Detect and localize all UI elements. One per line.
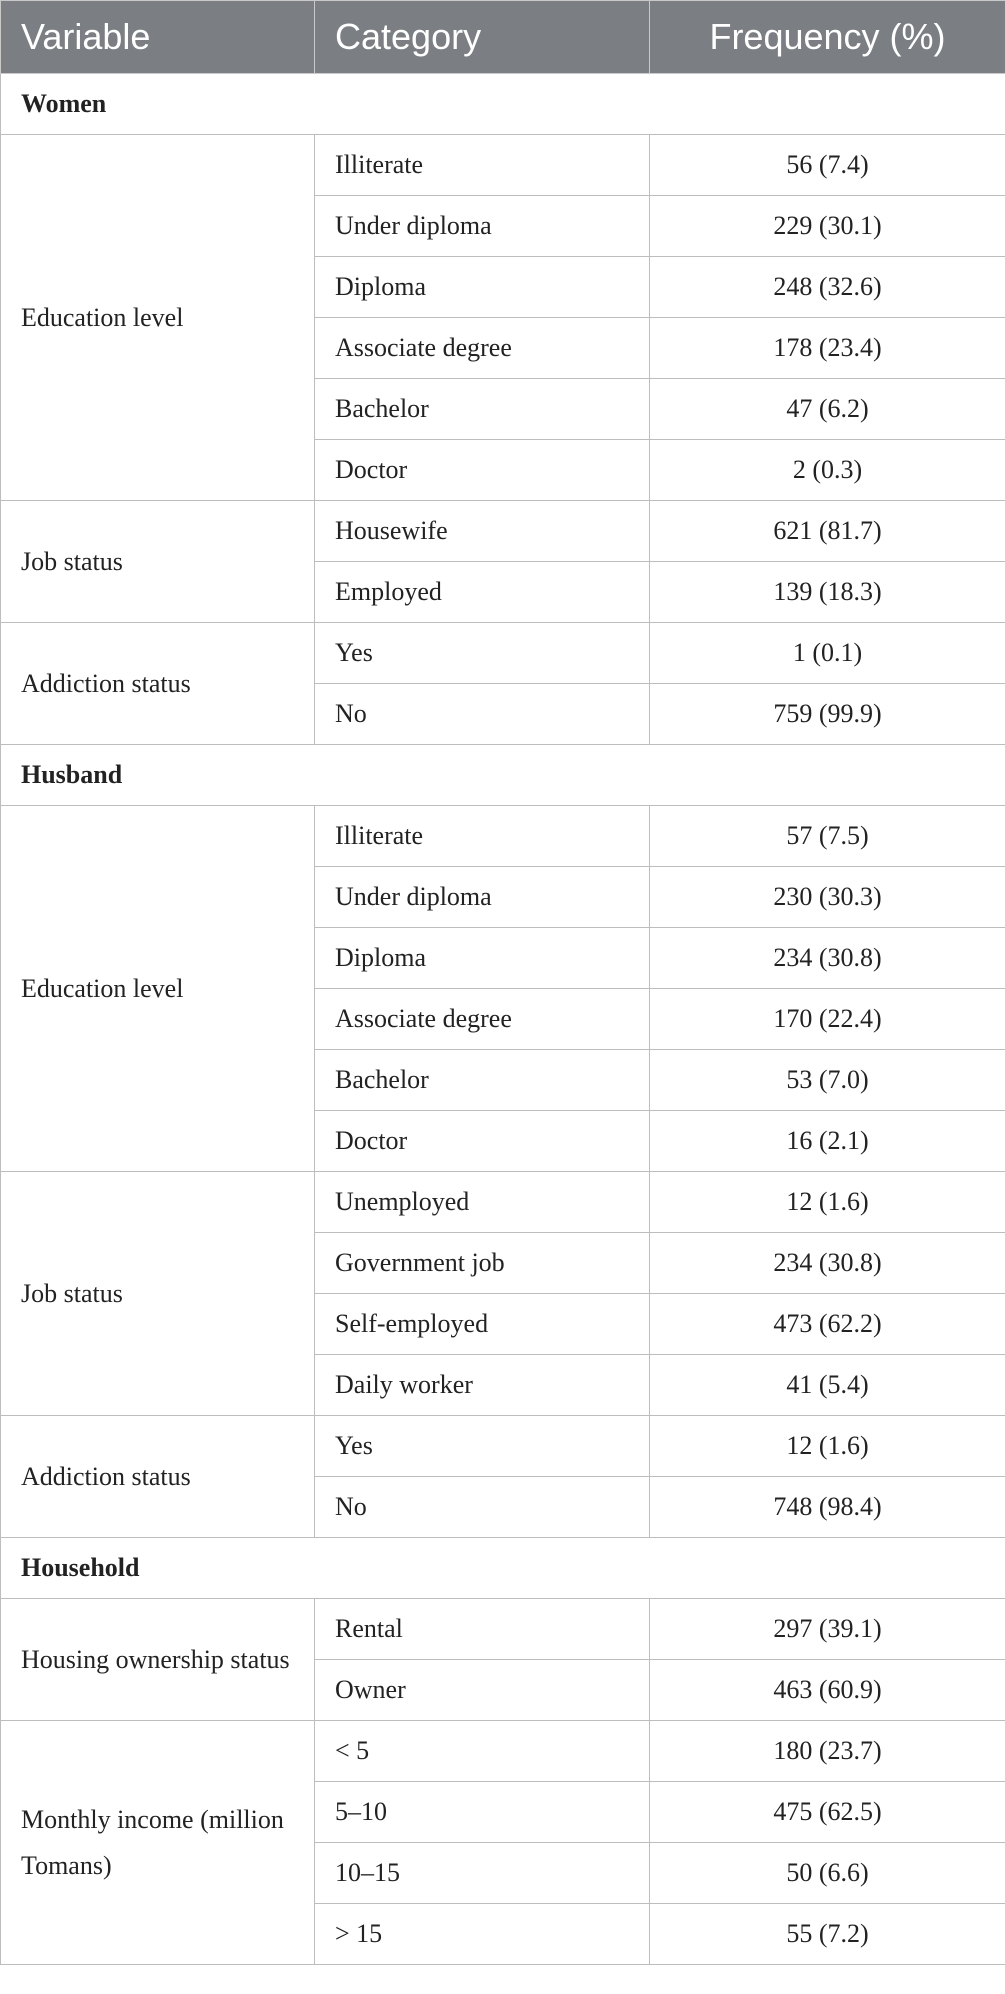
variable-cell: Education level: [1, 135, 315, 501]
category-cell: Unemployed: [315, 1172, 650, 1233]
frequency-cell: 230 (30.3): [650, 867, 1005, 928]
variable-cell: Housing ownership status: [1, 1599, 315, 1721]
category-cell: Doctor: [315, 440, 650, 501]
frequency-cell: 621 (81.7): [650, 501, 1005, 562]
frequency-cell: 170 (22.4): [650, 989, 1005, 1050]
header-category: Category: [315, 1, 650, 74]
variable-cell: Monthly income (million Tomans): [1, 1721, 315, 1965]
category-cell: Bachelor: [315, 1050, 650, 1111]
variable-cell: Education level: [1, 806, 315, 1172]
category-cell: Associate degree: [315, 989, 650, 1050]
category-cell: Associate degree: [315, 318, 650, 379]
section-row: [1, 74, 1005, 135]
table-row: [1, 1599, 1005, 1660]
table-row: [1, 1721, 1005, 1782]
category-cell: Rental: [315, 1599, 650, 1660]
frequency-cell: 178 (23.4): [650, 318, 1005, 379]
category-cell: No: [315, 684, 650, 745]
category-cell: Under diploma: [315, 867, 650, 928]
table-row: [1, 1172, 1005, 1233]
frequency-cell: 234 (30.8): [650, 1233, 1005, 1294]
frequency-cell: 41 (5.4): [650, 1355, 1005, 1416]
variable-cell: Job status: [1, 1172, 315, 1416]
category-cell: Owner: [315, 1660, 650, 1721]
header-row: [1, 1, 1005, 74]
frequency-cell: 53 (7.0): [650, 1050, 1005, 1111]
variable-cell: Addiction status: [1, 1416, 315, 1538]
frequency-cell: 16 (2.1): [650, 1111, 1005, 1172]
table-body: [1, 74, 1005, 1965]
frequency-cell: 139 (18.3): [650, 562, 1005, 623]
section-title: Household: [1, 1538, 1005, 1599]
category-cell: Government job: [315, 1233, 650, 1294]
category-cell: Yes: [315, 623, 650, 684]
frequency-cell: 55 (7.2): [650, 1904, 1005, 1965]
section-title: Husband: [1, 745, 1005, 806]
variable-cell: Addiction status: [1, 623, 315, 745]
frequency-cell: 297 (39.1): [650, 1599, 1005, 1660]
section-row: [1, 1538, 1005, 1599]
category-cell: > 15: [315, 1904, 650, 1965]
category-cell: Diploma: [315, 257, 650, 318]
category-cell: Yes: [315, 1416, 650, 1477]
table-row: [1, 623, 1005, 684]
frequency-cell: 234 (30.8): [650, 928, 1005, 989]
section-title: Women: [1, 74, 1005, 135]
category-cell: 10–15: [315, 1843, 650, 1904]
frequency-cell: 248 (32.6): [650, 257, 1005, 318]
variable-cell: Job status: [1, 501, 315, 623]
frequency-cell: 229 (30.1): [650, 196, 1005, 257]
category-cell: Illiterate: [315, 806, 650, 867]
frequency-cell: 180 (23.7): [650, 1721, 1005, 1782]
frequency-cell: 463 (60.9): [650, 1660, 1005, 1721]
frequency-cell: 12 (1.6): [650, 1172, 1005, 1233]
frequency-cell: 748 (98.4): [650, 1477, 1005, 1538]
frequency-cell: 12 (1.6): [650, 1416, 1005, 1477]
header-variable: Variable: [1, 1, 315, 74]
category-cell: Daily worker: [315, 1355, 650, 1416]
category-cell: Bachelor: [315, 379, 650, 440]
category-cell: Diploma: [315, 928, 650, 989]
table-row: [1, 806, 1005, 867]
category-cell: Self-employed: [315, 1294, 650, 1355]
section-row: [1, 745, 1005, 806]
frequency-cell: 473 (62.2): [650, 1294, 1005, 1355]
table-row: [1, 1416, 1005, 1477]
category-cell: No: [315, 1477, 650, 1538]
category-cell: 5–10: [315, 1782, 650, 1843]
frequency-cell: 47 (6.2): [650, 379, 1005, 440]
category-cell: Employed: [315, 562, 650, 623]
frequency-cell: 1 (0.1): [650, 623, 1005, 684]
category-cell: < 5: [315, 1721, 650, 1782]
category-cell: Doctor: [315, 1111, 650, 1172]
table-row: [1, 501, 1005, 562]
frequency-cell: 50 (6.6): [650, 1843, 1005, 1904]
frequency-cell: 759 (99.9): [650, 684, 1005, 745]
header-frequency: Frequency (%): [650, 1, 1005, 74]
frequency-cell: 57 (7.5): [650, 806, 1005, 867]
category-cell: Under diploma: [315, 196, 650, 257]
category-cell: Illiterate: [315, 135, 650, 196]
category-cell: Housewife: [315, 501, 650, 562]
frequency-cell: 56 (7.4): [650, 135, 1005, 196]
frequency-cell: 475 (62.5): [650, 1782, 1005, 1843]
frequency-cell: 2 (0.3): [650, 440, 1005, 501]
table-row: [1, 135, 1005, 196]
